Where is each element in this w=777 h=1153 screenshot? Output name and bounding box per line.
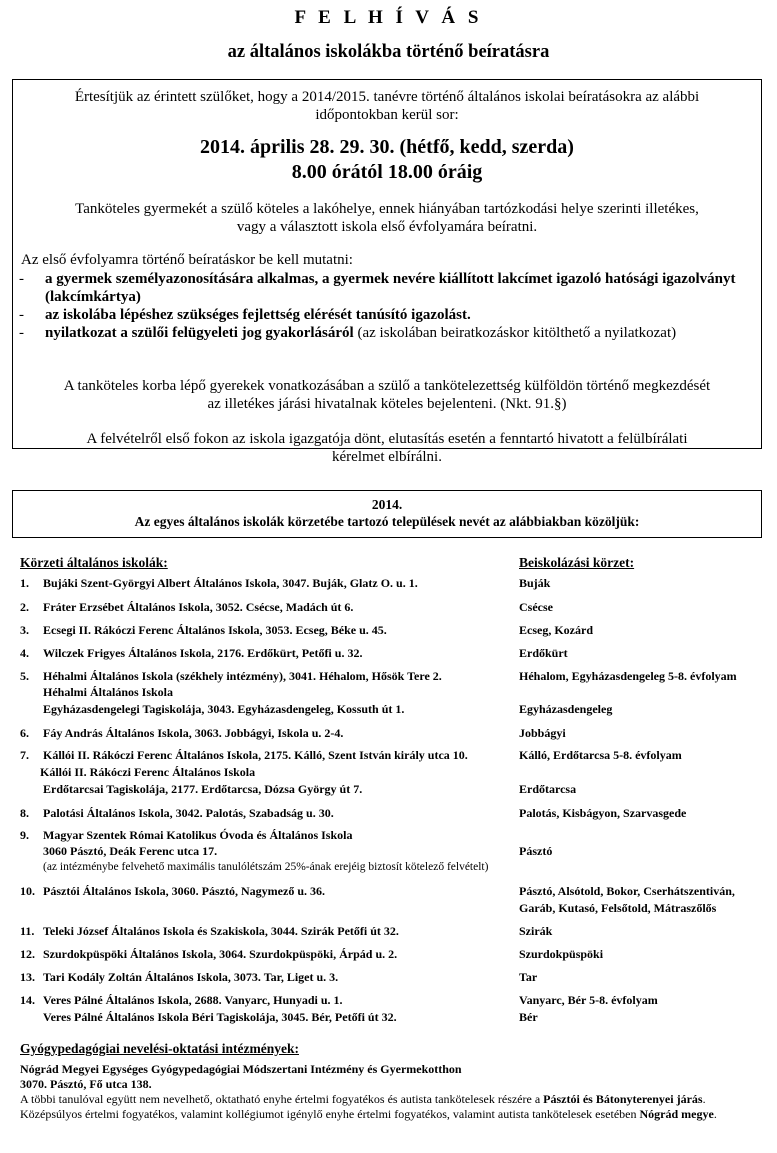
school-district: Buják	[519, 576, 551, 590]
school-line: Pásztói Általános Iskola, 3060. Pásztó, Nagymező u. 36.	[43, 884, 325, 898]
requirement-text	[45, 270, 749, 306]
school-line: 3060 Pásztó, Deák Ferenc utca 17.	[43, 844, 218, 858]
district-year: 2014.	[371, 497, 403, 512]
school-number: 11.	[20, 924, 35, 938]
special-header: Gyógypedagógiai nevelési-oktatási intézmények:	[20, 1041, 299, 1056]
school-district: Erdőkürt	[519, 646, 568, 660]
school-number: 14.	[20, 993, 35, 1007]
enrollment-dates	[13, 135, 761, 185]
special-text-part: A többi tanulóval együtt nem nevelhető, oktatható enyhe értelmi fogyatékos és autista tankötelesek részére a	[20, 1092, 544, 1106]
school-line: Magyar Szentek Római Katolikus Óvoda és Általános Iskola	[43, 828, 353, 842]
document-subtitle: az általános iskolákba történő beíratásra	[227, 42, 550, 62]
requirement-text	[45, 306, 749, 324]
requirements-list	[19, 270, 749, 342]
time-line: 8.00 órától 18.00 óráig	[291, 161, 483, 183]
school-number: 2.	[20, 600, 29, 614]
obligation-line: vagy a választott iskola első évfolyamára beíratni.	[236, 219, 538, 235]
school-line: Fráter Erzsébet Általános Iskola, 3052. Csécse, Madách út 6.	[43, 600, 354, 614]
special-text-part: Középsúlyos értelmi fogyatékos, valamint kollégiumot igénylő enyhe értelmi fogyatékos, valamint autista tankötelesek esetében	[20, 1107, 640, 1121]
date-line: 2014. április 28. 29. 30. (hétfő, kedd, szerda)	[200, 136, 574, 158]
school-district: Bér	[519, 1010, 538, 1024]
school-district: Jobbágyi	[519, 726, 566, 740]
special-address: 3070. Pásztó, Fő utca 138.	[20, 1077, 152, 1091]
decision-paragraph	[23, 430, 751, 466]
school-line: Bujáki Szent-Györgyi Albert Általános Iskola, 3047. Buják, Glatz O. u. 1.	[43, 576, 418, 590]
school-number: 13.	[20, 970, 35, 984]
requirement-bold: a gyermek személyazonosítására alkalmas, a gyermek nevére kiállított lakcímet igazoló hatósági igazolványt (lakcímkártya)	[45, 271, 736, 305]
school-line: Ecsegi II. Rákóczi Ferenc Általános Iskola, 3053. Ecseg, Béke u. 45.	[43, 623, 387, 637]
school-note: (az intézménybe felvehető maximális tanulólétszám 25%-ának erejéig biztosít kötelező felvételt)	[43, 861, 489, 873]
special-text-part: .	[713, 1107, 717, 1121]
school-district: Szirák	[519, 924, 553, 938]
school-district: Egyházasdengeleg	[519, 702, 613, 716]
special-text-bold: Pásztói és Bátonyterenyei járás	[543, 1092, 703, 1106]
school-number: 7.	[20, 748, 29, 762]
district-text: Az egyes általános iskolák körzetébe tartozó települések nevét az alábbiakban közöljük:	[134, 514, 640, 529]
school-line: Wilczek Frigyes Általános Iskola, 2176. Erdőkürt, Petőfi u. 32.	[43, 646, 363, 660]
notice-box	[12, 79, 762, 465]
school-district: Garáb, Kutasó, Felsőtold, Mátraszőlős	[519, 901, 717, 915]
requirement-text	[45, 324, 749, 342]
intro-line: időpontokban kerül sor:	[315, 107, 459, 123]
abroad-line: az illetékes járási hivatalnak köteles bejelenteni. (Nkt. 91.§)	[207, 396, 567, 412]
intro-paragraph	[13, 88, 761, 124]
school-district: Csécse	[519, 600, 553, 614]
schools-header: Körzeti általános iskolák:	[20, 555, 168, 570]
special-text-2	[20, 1107, 717, 1122]
requirement-dash: -	[19, 271, 24, 287]
school-district: Ecseg, Kozárd	[519, 623, 593, 637]
requirement-bold: nyilatkozat a szülői felügyeleti jog gyakorlásáról	[45, 325, 354, 341]
abroad-line: A tanköteles korba lépő gyerekek vonatkozásában a szülő a tankötelezettség külföldön történő megkezdését	[63, 378, 711, 394]
school-number: 3.	[20, 623, 29, 637]
school-district: Tar	[519, 970, 538, 984]
school-district: Erdőtarcsa	[519, 782, 577, 796]
requirement-dash: -	[19, 307, 24, 323]
special-text-part: .	[702, 1092, 706, 1106]
special-name: Nógrád Megyei Egységes Gyógypedagógiai Módszertani Intézmény és Gyermekotthon	[20, 1062, 462, 1076]
document-title: F E L H Í V Á S	[294, 7, 483, 28]
school-line: Veres Pálné Általános Iskola, 2688. Vanyarc, Hunyadi u. 1.	[43, 993, 343, 1007]
school-line: Teleki József Általános Iskola és Szakiskola, 3044. Szirák Petőfi út 32.	[43, 924, 399, 938]
school-number: 6.	[20, 726, 29, 740]
school-number: 9.	[20, 828, 29, 842]
school-district: Héhalom, Egyházasdengeleg 5-8. évfolyam	[519, 669, 737, 683]
requirement-item	[19, 324, 749, 342]
decision-line: kérelmet elbírálni.	[332, 449, 442, 465]
school-line: Szurdokpüspöki Általános Iskola, 3064. Szurdokpüspöki, Árpád u. 2.	[43, 947, 398, 961]
school-district: Pásztó	[519, 844, 553, 858]
school-line: Héhalmi Általános Iskola (székhely intézmény), 3041. Héhalom, Hősök Tere 2.	[43, 669, 442, 683]
school-district: Palotás, Kisbágyon, Szarvasgede	[519, 806, 687, 820]
school-district: Vanyarc, Bér 5-8. évfolyam	[519, 993, 658, 1007]
school-line: Erdőtarcsai Tagiskolája, 2177. Erdőtarcsa, Dózsa György út 7.	[43, 782, 363, 796]
school-line: Egyházasdengelegi Tagiskolája, 3043. Egyházasdengeleg, Kossuth út 1.	[43, 702, 405, 716]
school-line: Fáy András Általános Iskola, 3063. Jobbágyi, Iskola u. 2-4.	[43, 726, 344, 740]
school-number: 4.	[20, 646, 29, 660]
school-district: Pásztó, Alsótold, Bokor, Cserhátszentiván,	[519, 884, 735, 898]
special-text-bold: Nógrád megye	[639, 1107, 714, 1121]
school-number: 1.	[20, 576, 29, 590]
requirements-heading: Az első évfolyamra történő beíratáskor be kell mutatni:	[21, 252, 353, 268]
school-number: 8.	[20, 806, 29, 820]
requirement-item	[19, 270, 749, 306]
district-box	[12, 490, 762, 538]
obligation-paragraph	[23, 200, 751, 236]
abroad-paragraph	[23, 377, 751, 413]
requirement-item	[19, 306, 749, 324]
school-line: Héhalmi Általános Iskola	[43, 685, 174, 699]
intro-line: Értesítjük az érintett szülőket, hogy a 2014/2015. tanévre történő általános iskolai beíratásokra az alábbi	[74, 89, 700, 105]
school-district: Szurdokpüspöki	[519, 947, 604, 961]
school-line: Kállói II. Rákóczi Ferenc Általános Iskola, 2175. Kálló, Szent István király utca 10.	[43, 748, 468, 762]
school-number: 12.	[20, 947, 35, 961]
obligation-line: Tanköteles gyermekét a szülő köteles a lakóhelye, ennek hiányában tartózkodási helye szerinti illetékes,	[75, 201, 699, 217]
district-header: Beiskolázási körzet:	[519, 555, 635, 570]
requirement-bold: az iskolába lépéshez szükséges fejlettség elérését tanúsító igazolást.	[45, 307, 471, 323]
school-line: Veres Pálné Általános Iskola Béri Tagiskolája, 3045. Bér, Petőfi út 32.	[43, 1010, 397, 1024]
decision-line: A felvételről első fokon az iskola igazgatója dönt, elutasítás esetén a fenntartó hivatott a felülbírálati	[86, 431, 688, 447]
school-line: Palotási Általános Iskola, 3042. Palotás, Szabadság u. 30.	[43, 806, 334, 820]
special-text-1	[20, 1092, 706, 1107]
school-district: Kálló, Erdőtarcsa 5-8. évfolyam	[519, 748, 682, 762]
school-number: 10.	[20, 884, 35, 898]
school-line: Kállói II. Rákóczi Ferenc Általános Iskola	[40, 765, 256, 779]
school-line: Tari Kodály Zoltán Általános Iskola, 3073. Tar, Liget u. 3.	[43, 970, 339, 984]
requirement-normal: (az iskolában beiratkozáskor kitölthető a nyilatkozat)	[353, 325, 677, 341]
requirement-dash: -	[19, 325, 24, 341]
school-number: 5.	[20, 669, 29, 683]
